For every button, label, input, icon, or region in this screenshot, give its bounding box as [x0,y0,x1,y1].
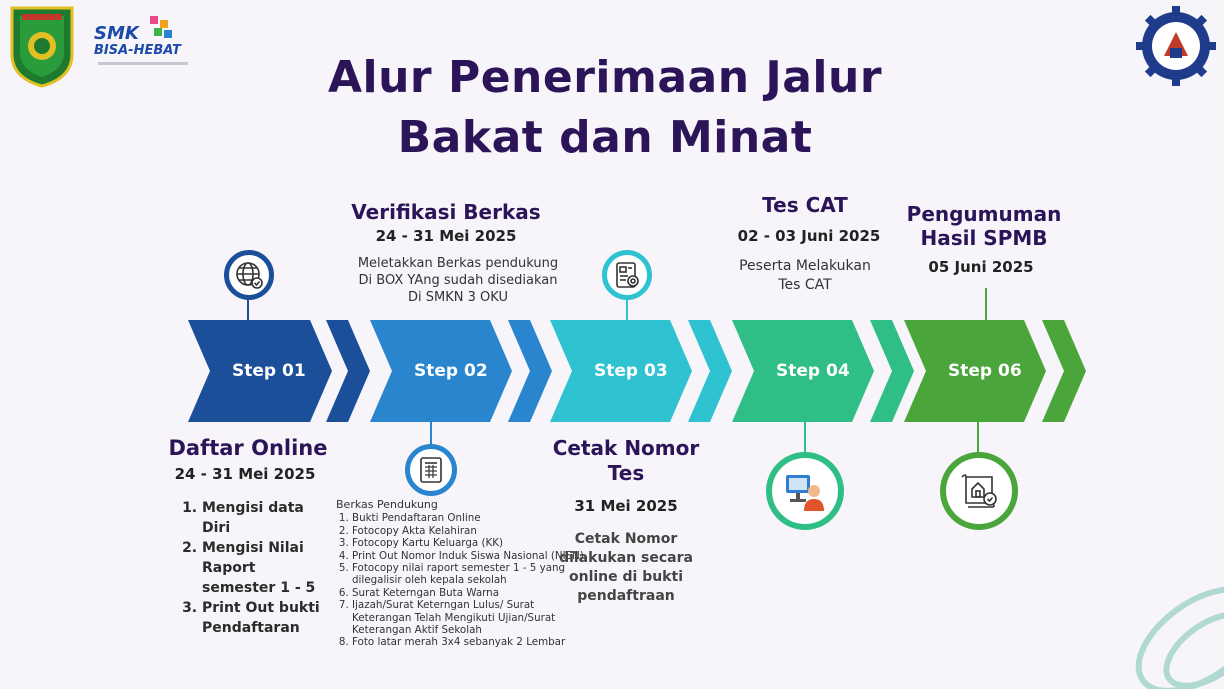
step6-date: 05 Juni 2025 [928,258,1034,276]
smk-bisa-hebat-logo: SMK BISA-HEBAT [94,14,194,74]
list-item: 8. Foto latar merah 3x4 sebanyak 2 Lembar [352,636,586,648]
step2-label: Step 02 [414,361,488,381]
step3-label: Step 03 [594,361,668,381]
document-settings-icon [602,250,652,300]
step3-description: Cetak Nomor dilakukan secara online di bukti pendaftraan [559,531,693,604]
list-item: 7. Ijazah/Surat Keterngan Lulus/ Surat Keterangan Telah Mengikuti Ujian/Surat Keterangan Aktif Sekolah [352,599,586,636]
step1-date: 24 - 31 Mei 2025 [174,465,316,483]
step4-date: 02 - 03 Juni 2025 [737,227,881,245]
step2-small-chevron [508,320,552,422]
document-icon [405,444,457,496]
step2-date: 24 - 31 Mei 2025 [375,227,517,245]
page-title: Alur Penerimaan Jalur Bakat dan Minat [327,52,883,163]
step6-small-chevron [1042,320,1086,422]
list-item: 1. Mengisi data Diri [202,498,332,538]
step4-small-chevron [870,320,914,422]
globe-icon [224,250,274,300]
computer-user-icon [766,452,844,530]
step3-small-chevron [688,320,732,422]
list-item: 2. Fotocopy Akta Kelahiran [352,525,586,537]
step2-title: Verifikasi Berkas [351,200,541,224]
step4-label: Step 04 [776,361,850,381]
decorative-loops [1121,569,1224,689]
step6-title: Pengumuman Hasil SPMB [906,202,1062,250]
step1-small-chevron [326,320,370,422]
announcement-scroll-icon [940,452,1018,530]
list-item: 4. Print Out Nomor Induk Siswa Nasional (NISN) [352,550,586,562]
step4-title: Tes CAT [762,193,848,217]
step6-label: Step 06 [948,361,1022,381]
list-item: 1. Bukti Pendaftaran Online [352,512,586,524]
step2-description: Meletakkan Berkas pendukung Di BOX YAng sudah disediakan Di SMKN 3 OKU [357,256,559,305]
step1-label: Step 01 [232,361,306,381]
list-item: 2. Mengisi Nilai Raport semester 1 - 5 [202,538,332,598]
step1-list [182,498,332,638]
list-item: 3. Fotocopy Kartu Keluarga (KK) [352,537,586,549]
list-item: 5. Fotocopy nilai raport semester 1 - 5 yang dilegalisir oleh kepala sekolah [352,562,586,587]
step3-title: Cetak Nomor Tes [552,436,700,485]
list-item: 3. Print Out bukti Pendaftaran [202,598,332,638]
step1-title: Daftar Online [168,436,328,460]
step4-description: Peserta Melakukan Tes CAT [739,258,871,293]
list-item: 6. Surat Keterngan Buta Warna [352,587,586,599]
step2-list-title: Berkas Pendukung [336,498,438,511]
step2-list [336,499,586,649]
step3-date: 31 Mei 2025 [574,497,678,515]
